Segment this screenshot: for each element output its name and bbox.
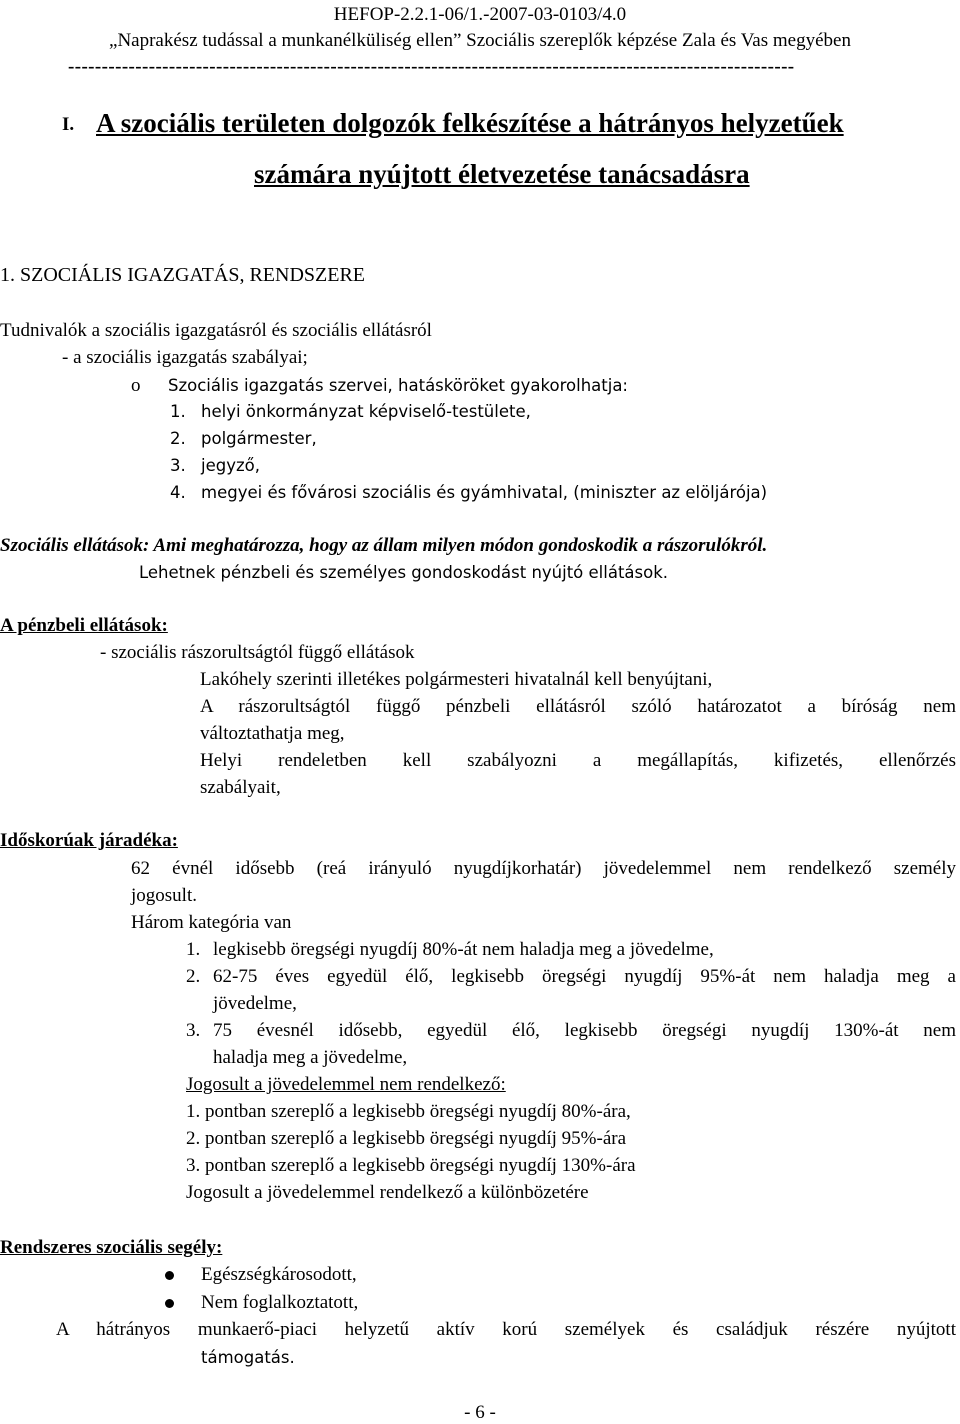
paragraph-line: jogosult.	[131, 885, 197, 906]
category-text: 75 évesnél idősebb, egyedül élő, legkisebb öregségi nyugdíj 130%-át nem	[213, 1020, 956, 1041]
header-dash-rule: ------------------------------------------------------------------------------------------------------------	[68, 56, 795, 77]
paragraph-line: Helyi rendeletben kell szabályozni a megállapítás, kifizetés, ellenőrzés	[200, 750, 956, 771]
rendszeres-heading: Rendszeres szociális segély:	[0, 1237, 223, 1258]
definition-note: Lehetnek pénzbeli és személyes gondoskodást nyújtó ellátások.	[139, 563, 669, 582]
category-text: 62-75 éves egyedül élő, legkisebb öregségi nyugdíj 95%-át nem haladja meg a	[213, 966, 956, 987]
numbered-text: megyei és fővárosi szociális és gyámhivatal, (miniszter az elöljárója)	[201, 483, 768, 502]
idoskoruak-heading: Időskorúak járadéka:	[0, 830, 178, 851]
paragraph-line: Lakóhely szerinti illetékes polgármesteri hivatalnál kell benyújtani,	[200, 669, 713, 690]
project-code: HEFOP-2.2.1-06/1.-2007-03-0103/4.0	[333, 4, 627, 25]
numbered-n: 4.	[170, 483, 186, 502]
no-income-item: 2. pontban szereplő a legkisebb öregségi nyugdíj 95%-ára	[186, 1128, 627, 1149]
category-number: 1.	[186, 939, 201, 960]
paragraph-line: támogatás.	[201, 1348, 295, 1367]
paragraph-line: változtathatja meg,	[200, 723, 345, 744]
category-number: 2.	[186, 966, 201, 987]
chapter-title-line2: számára nyújtott életvezetése tanácsadásra	[254, 159, 750, 189]
no-income-item: 1. pontban szereplő a legkisebb öregségi nyugdíj 80%-ára,	[186, 1101, 631, 1122]
numbered-text: jegyző,	[201, 456, 260, 475]
numbered-text: helyi önkormányzat képviselő-testülete,	[201, 402, 531, 421]
dash-item: - a szociális igazgatás szabályai;	[62, 347, 308, 368]
numbered-n: 1.	[170, 402, 186, 421]
no-income-item: 3. pontban szereplő a legkisebb öregségi nyugdíj 130%-ára	[186, 1155, 636, 1176]
with-income-line: Jogosult a jövedelemmel rendelkező a különbözetére	[186, 1182, 589, 1203]
bullet-icon	[165, 1270, 174, 1280]
chapter-number: I.	[62, 114, 75, 135]
category-text: legkisebb öregségi nyugdíj 80%-át nem haladja meg a jövedelme,	[213, 939, 714, 960]
numbered-n: 3.	[170, 456, 186, 475]
category-text-cont: haladja meg a jövedelme,	[213, 1047, 408, 1068]
sub-item: Szociális igazgatás szervei, hatásköröket gyakorolhatja:	[168, 376, 628, 395]
bullet-icon	[165, 1298, 174, 1308]
category-number: 3.	[186, 1020, 201, 1041]
definition: Szociális ellátások: Ami meghatározza, hogy az állam milyen módon gondoskodik a rászorulókról.	[0, 535, 768, 556]
category-text-cont: jövedelme,	[213, 993, 297, 1014]
penzbeli-heading: A pénzbeli ellátások:	[0, 615, 168, 636]
numbered-n: 2.	[170, 429, 186, 448]
section-heading: 1. SZOCIÁLIS IGAZGATÁS, RENDSZERE	[0, 264, 365, 286]
no-income-heading: Jogosult a jövedelemmel nem rendelkező:	[186, 1074, 506, 1095]
page-number: - 6 -	[464, 1402, 496, 1423]
paragraph-line: A hátrányos munkaerő-piaci helyzetű aktív korú személyek és családjuk részére nyújtott	[56, 1319, 956, 1340]
dash-item: - szociális rászorultságtól függő ellátások	[100, 642, 415, 663]
paragraph-line: 62 évnél idősebb (reá irányuló nyugdíjkorhatár) jövedelemmel nem rendelkező személy	[131, 858, 956, 879]
bullet-item: Egészségkárosodott,	[201, 1264, 357, 1285]
paragraph-line: szabályait,	[200, 777, 281, 798]
project-title: „Naprakész tudással a munkanélküliség ellen” Szociális szereplők képzése Zala és Vas megyében	[109, 30, 851, 51]
categories-label: Három kategória van	[131, 912, 292, 933]
bullet-item: Nem foglalkoztatott,	[201, 1292, 359, 1313]
section-intro: Tudnivalók a szociális igazgatásról és szociális ellátásról	[0, 320, 432, 341]
numbered-text: polgármester,	[201, 429, 317, 448]
chapter-title-line1: A szociális területen dolgozók felkészítése a hátrányos helyzetűek	[96, 108, 844, 138]
sub-marker: o	[131, 375, 141, 396]
paragraph-line: A rászorultságtól függő pénzbeli ellátásról szóló határozatot a bíróság nem	[200, 696, 956, 717]
